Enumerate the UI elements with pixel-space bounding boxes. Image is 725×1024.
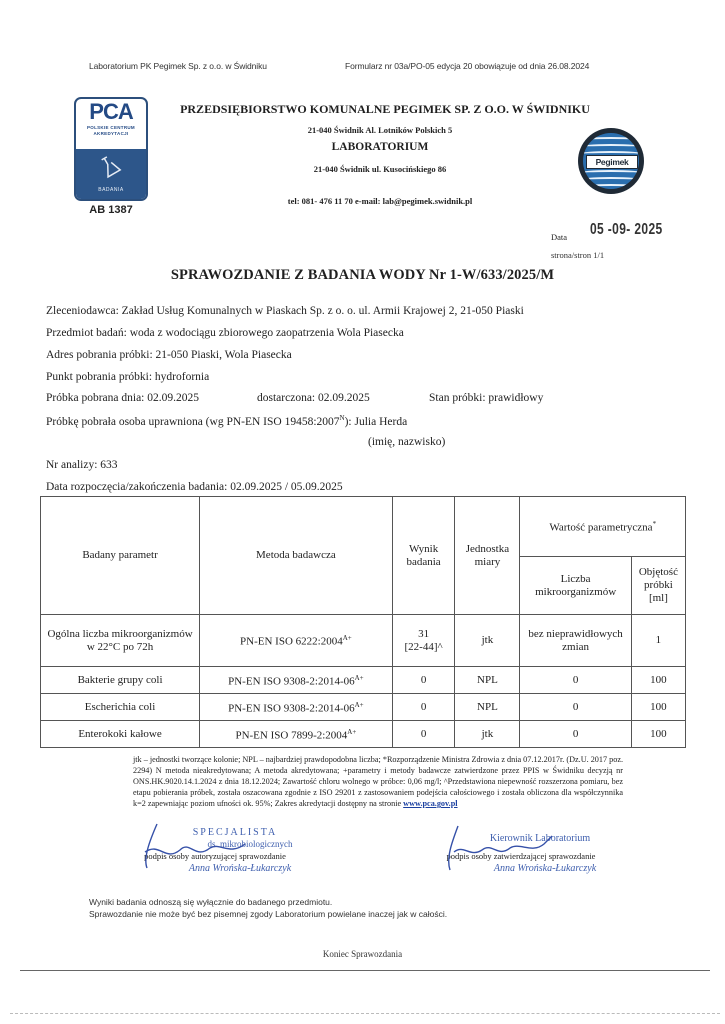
company-name: PRZEDSIĘBIORSTWO KOMUNALNE PEGIMEK SP. Z O.O. W ŚWIDNIKU <box>180 102 590 116</box>
point-value: hydrofornia <box>154 371 210 383</box>
pca-logo-text: PCA <box>89 99 133 124</box>
cell-count: 0 <box>520 667 631 694</box>
results-table <box>40 496 686 748</box>
left-stamp-name: Anna Wrońska-Łukarczyk <box>188 863 292 874</box>
cell-result: 31 [22-44]^ <box>392 615 455 667</box>
dates-value: 02.09.2025 / 05.09.2025 <box>230 481 343 493</box>
sampler-hint: (imię, nazwisko) <box>368 436 446 448</box>
cell-unit: jtk <box>455 721 520 748</box>
delivered-label: dostarczona: <box>257 392 316 404</box>
company-address: 21-040 Świdnik Al. Lotników Polskich 5 <box>307 125 453 135</box>
cell-volume: 100 <box>631 667 685 694</box>
sampler-close: ): <box>344 415 352 428</box>
cell-parameter: Bakterie grupy coli <box>41 667 200 694</box>
disclaimer <box>89 896 447 920</box>
cell-parameter: Enterokoki kałowe <box>41 721 200 748</box>
lab-title: LABORATORIUM <box>331 141 429 153</box>
sampled-label: Próbka pobrana dnia: <box>46 392 145 404</box>
subject-value: woda z wodociągu zbiorowego zaopatrzenia Wola Piasecka <box>129 327 404 339</box>
cell-result: 0 <box>392 694 455 721</box>
point-label: Punkt pobrania próbki: <box>46 371 153 383</box>
sampler-sup: N <box>339 414 345 422</box>
cell-method: PN-EN ISO $9308-2:2014-06^{A+}$ <box>200 694 393 721</box>
left-signature-icon <box>135 822 255 872</box>
page-counter: strona/stron 1/1 <box>551 250 605 260</box>
date-stamp: 05 -09- 2025 <box>590 221 663 238</box>
cell-result: 0 <box>392 721 455 748</box>
table-row <box>41 721 686 748</box>
contact-info: tel: 081- 476 11 70 e-mail: lab@pegimek.swidnik.pl <box>287 196 473 206</box>
footnotes-text: jtk – jednostki tworzące kolonie; NPL – najbardziej prawdopodobna liczba; *Rozporządzenie Ministra Zdrowia z dnia 07.12.2017r. (Dz.U. 2017 poz. 2294) N metoda nieakredytowana; A metoda akredytowana; +parametry i metody badawcze zatwierdzone przez PPIS w Świdniku decyzją nr ONS.HK.9020.14.1.2024 z dnia 18.12.2024; Zawartość chloru wolnego w próbce: 0,06 mg/l; ^Przedstawiona niepewność rozszerzona pomiaru, bez etapu pobierania próbek, została oszacowana zgodnie z ISO 29201 z zastosowaniem podejścia całościowego i została obliczona dla współczynnika k=2 zapewniając poziom ufności ok. 95%; Zakres akredytacji dostępny na stronie <box>133 755 623 808</box>
right-signature-icon <box>440 822 570 872</box>
cell-parameter: Ogólna liczba mikroorganizmów w 22°C po 72h <box>41 615 200 667</box>
cell-method: PN-EN ISO $6222:2004^{A+}$ <box>200 615 393 667</box>
right-signature-caption: podpis osoby zatwierdzającej sprawozdanie <box>446 851 596 861</box>
table-row <box>41 667 686 694</box>
cell-unit: NPL <box>455 667 520 694</box>
sampler-label: Próbkę pobrała osoba uprawniona (wg PN-EN ISO 19458:2007 <box>46 415 340 428</box>
pegimek-logo <box>578 128 644 194</box>
client-value: Zakład Usług Komunalnych w Piaskach Sp. z o. o. ul. Armii Krajowej 2, 21-050 Piaski <box>121 305 524 317</box>
cell-volume: 100 <box>631 721 685 748</box>
pca-subtitle-1: POLSKIE CENTRUM <box>86 125 135 130</box>
cell-result: 0 <box>392 667 455 694</box>
table-row <box>41 694 686 721</box>
address-value: 21-050 Piaski, Wola Piasecka <box>155 349 292 361</box>
header-parameter: Badany parametr <box>41 497 200 615</box>
cell-unit: jtk <box>455 615 520 667</box>
footnotes <box>133 754 623 809</box>
analysis-value: 633 <box>100 459 118 471</box>
cell-parameter: Escherichia coli <box>41 694 200 721</box>
point-field <box>46 371 209 383</box>
address-label: Adres pobrania próbki: <box>46 349 153 361</box>
state-field <box>429 392 543 404</box>
report-title: SPRAWOZDANIE Z BADANIA WODY Nr 1-W/633/2025/M <box>170 267 555 283</box>
cell-count: 0 <box>520 694 631 721</box>
header-volume: Objętość próbki [ml] <box>631 557 685 615</box>
pegimek-logo-text: Pegimek <box>586 155 638 169</box>
delivered-value: 02.09.2025 <box>318 392 370 404</box>
left-stamp-title: SPECJALISTA <box>192 827 278 838</box>
flask-icon <box>98 153 124 179</box>
client-field <box>46 305 524 317</box>
subject-label: Przedmiot badań: <box>46 327 127 339</box>
disclaimer-line-1: Wyniki badania odnoszą się wyłącznie do badanego przedmiotu. <box>89 897 333 907</box>
header-result: Wynik badania <box>392 497 455 615</box>
disclaimer-line-2: Sprawozdanie nie może być bez pisemnej zgody Laboratorium powielane inaczej jak w całości. <box>89 909 448 919</box>
dates-field <box>46 481 343 493</box>
footer-divider <box>20 970 710 971</box>
right-stamp-title: Kierownik Laboratorium <box>489 833 591 844</box>
cell-unit: NPL <box>455 694 520 721</box>
state-label: Stan próbki: <box>429 392 486 404</box>
date-label: Data <box>551 232 568 242</box>
cell-volume: 100 <box>631 694 685 721</box>
cell-method: PN-EN ISO $9308-2:2014-06^{A+}$ <box>200 667 393 694</box>
lab-address: 21-040 Świdnik ul. Kusocińskiego 86 <box>313 164 447 174</box>
sampler-field <box>46 414 407 428</box>
address-field <box>46 349 292 361</box>
pca-logo <box>74 97 148 201</box>
delivered-field <box>257 392 370 404</box>
accreditation-number: AB 1387 <box>89 204 133 216</box>
scan-edge-divider <box>10 1013 720 1014</box>
table-row <box>41 615 686 667</box>
cell-count: 0 <box>520 721 631 748</box>
header-count: Liczba mikroorganizmów <box>520 557 631 615</box>
table-header-row <box>41 497 686 557</box>
right-stamp-name: Anna Wrońska-Łukarczyk <box>493 863 597 874</box>
cell-volume: 1 <box>631 615 685 667</box>
header-param-value: Wartość parametryczna* <box>520 497 686 557</box>
cell-method: PN-EN ISO $7899-2:2004^{A+}$ <box>200 721 393 748</box>
sampled-field <box>46 392 199 404</box>
lab-name-small: Laboratorium PK Pegimek Sp. z o.o. w Świdniku <box>89 61 267 71</box>
header-method: Metoda badawcza <box>200 497 393 615</box>
pca-badge-text: BADANIA <box>98 187 124 193</box>
left-signature-caption: podpis osoby autoryzującej sprawozdanie <box>144 851 286 861</box>
pca-link[interactable]: www.pca.gov.pl <box>403 799 458 808</box>
pca-subtitle-2: AKREDYTACJI <box>93 131 129 136</box>
form-info: Formularz nr 03a/PO-05 edycja 20 obowiązuje od dnia 26.08.2024 <box>345 61 590 71</box>
analysis-label: Nr analizy: <box>46 459 98 471</box>
header-unit: Jednostka miary <box>455 497 520 615</box>
cell-count: bez nieprawidłowych zmian <box>520 615 631 667</box>
dates-label: Data rozpoczęcia/zakończenia badania: <box>46 481 228 493</box>
sampled-value: 02.09.2025 <box>147 392 199 404</box>
left-stamp-role: ds. mikrobiologicznych <box>207 839 293 849</box>
sampler-value: Julia Herda <box>354 415 408 428</box>
subject-field <box>46 327 404 339</box>
client-label: Zleceniodawca: <box>46 305 119 317</box>
end-of-report: Koniec Sprawozdania <box>322 949 403 959</box>
analysis-field <box>46 459 118 471</box>
state-value: prawidłowy <box>488 392 544 404</box>
